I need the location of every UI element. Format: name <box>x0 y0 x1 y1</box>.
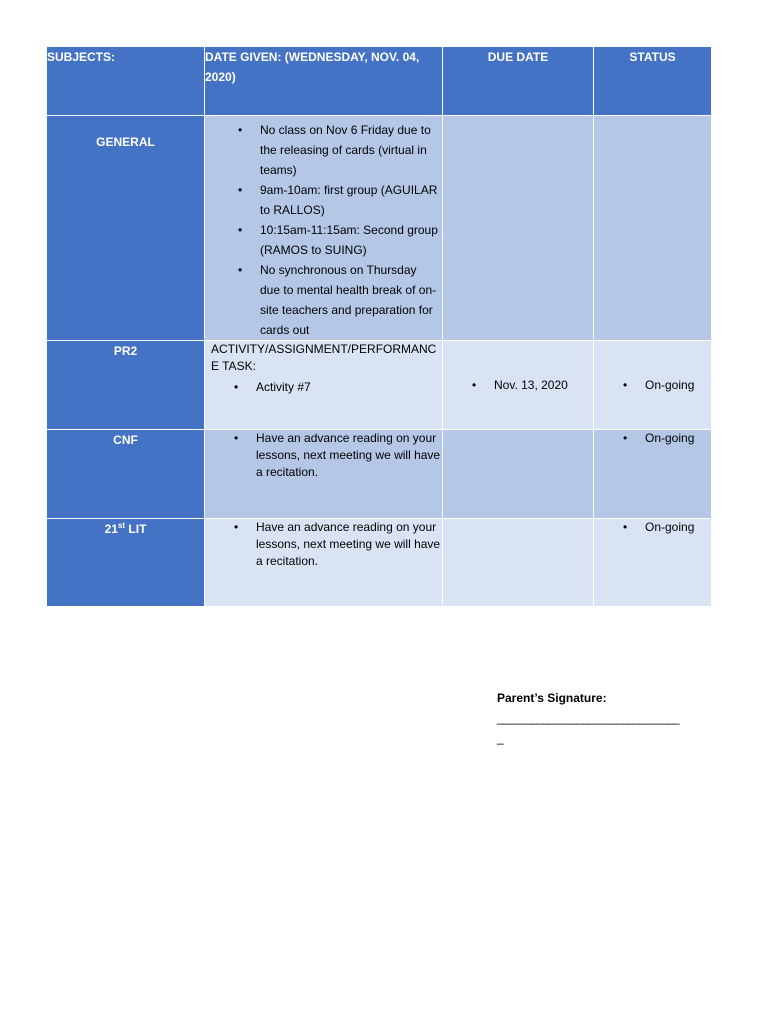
due-date: • Nov. 13, 2020 <box>443 375 593 395</box>
due-date-cell-cnf <box>443 430 594 519</box>
status-badge: • On-going <box>594 519 711 536</box>
list-item: • 10:15am-11:15am: Second group (RAMOS to SUING) <box>209 220 438 260</box>
subject-general: GENERAL <box>47 116 205 341</box>
subject-21st-lit <box>47 519 205 607</box>
date-given-cell-pr2 <box>205 341 443 430</box>
due-date-cell-pr2 <box>443 341 594 430</box>
status-cell-pr2 <box>594 341 712 430</box>
table-row-general <box>47 116 712 341</box>
status-list-pr2 <box>594 375 711 395</box>
signature-line-end: _ <box>497 731 503 745</box>
list-item: • Activity #7 <box>205 377 438 397</box>
table-row-cnf <box>47 430 712 519</box>
signature-line: ________________________________ <box>497 711 679 725</box>
list-item: • No synchronous on Thursday due to mental health break of on-site teachers and preparation for cards out <box>209 260 438 340</box>
date-given-cell-21st-lit <box>205 519 443 607</box>
item-list-pr2 <box>205 377 438 397</box>
due-date-cell-21st-lit <box>443 519 594 607</box>
list-item: • 9am-10am: first group (AGUILAR to RALLOS) <box>209 180 438 220</box>
parent-signature-block <box>497 688 727 748</box>
header-due-date: DUE DATE <box>443 47 594 116</box>
date-given-cell-cnf <box>205 430 443 519</box>
subject-number: 21 <box>104 522 118 536</box>
assignment-table <box>46 46 712 607</box>
table-row-21st-lit <box>47 519 712 607</box>
due-list-pr2 <box>443 375 593 395</box>
signature-label: Parent’s Signature: <box>497 691 607 705</box>
table-row-pr2 <box>47 341 712 430</box>
status-list-21st-lit <box>594 519 711 536</box>
status-cell-general <box>594 116 712 341</box>
header-status: STATUS <box>594 47 712 116</box>
header-date-given: DATE GIVEN: (WEDNESDAY, NOV. 04, 2020) <box>205 47 443 116</box>
subject-pr2: PR2 <box>47 341 205 430</box>
table-header-row <box>47 47 712 116</box>
item-list-cnf <box>205 430 442 481</box>
item-list-general <box>205 116 442 340</box>
list-item: • No class on Nov 6 Friday due to the releasing of cards (virtual in teams) <box>209 120 438 180</box>
status-cell-cnf <box>594 430 712 519</box>
status-list-cnf <box>594 430 711 447</box>
status-badge: • On-going <box>594 430 711 447</box>
date-given-cell-general <box>205 116 443 341</box>
item-list-21st-lit <box>205 519 442 570</box>
list-item: • Have an advance reading on your lessons, next meeting we will have a recitation. <box>205 519 442 570</box>
status-badge: • On-going <box>594 375 711 395</box>
due-date-cell-general <box>443 116 594 341</box>
subject-cnf: CNF <box>47 430 205 519</box>
subject-name: LIT <box>125 522 147 536</box>
list-item: • Have an advance reading on your lessons, next meeting we will have a recitation. <box>205 430 442 481</box>
subject-ordinal: st <box>117 521 126 530</box>
header-subjects: SUBJECTS: <box>47 47 205 116</box>
task-intro: ACTIVITY/ASSIGNMENT/PERFORMANC E TASK: <box>211 342 437 373</box>
status-cell-21st-lit <box>594 519 712 607</box>
